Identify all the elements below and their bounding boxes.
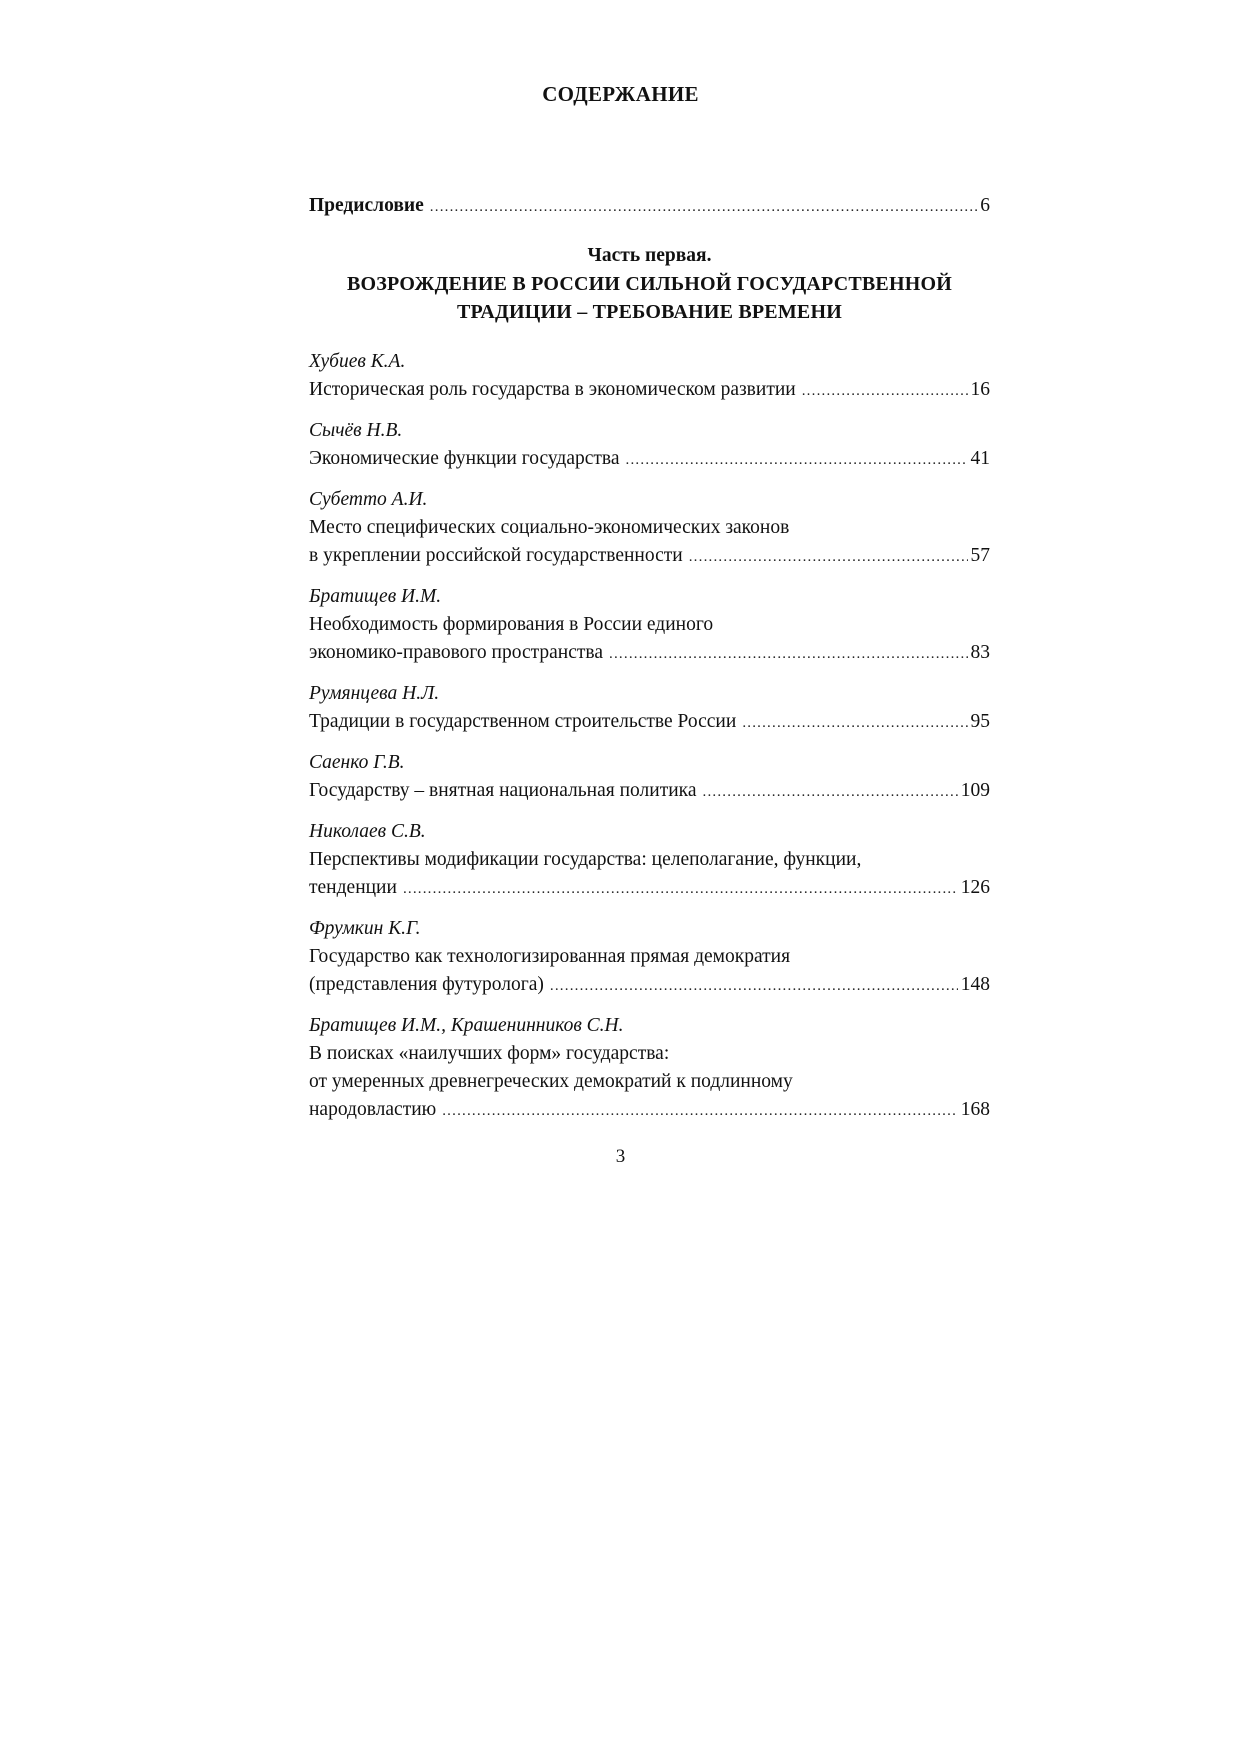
dot-leader bbox=[689, 543, 968, 571]
dot-leader bbox=[609, 640, 967, 668]
toc-entry[interactable] bbox=[309, 639, 990, 667]
entry-title[interactable]: Государство как технологизированная прямая демократия bbox=[309, 946, 791, 967]
entry-author: Саенко Г.В. bbox=[309, 752, 405, 773]
entry-author: Хубиев К.А. bbox=[309, 351, 406, 372]
dot-leader bbox=[742, 709, 967, 737]
toc-entry[interactable] bbox=[309, 708, 990, 736]
page-ref: 126 bbox=[960, 877, 990, 898]
page-title: СОДЕРЖАНИЕ bbox=[542, 82, 699, 106]
page-ref: 57 bbox=[970, 545, 990, 566]
dot-leader bbox=[626, 446, 968, 474]
dot-leader bbox=[703, 778, 958, 806]
dot-leader bbox=[403, 875, 958, 903]
dot-leader bbox=[550, 972, 958, 1000]
entry-title[interactable]: В поисках «наилучших форм» государства: bbox=[309, 1043, 670, 1064]
toc-entry[interactable] bbox=[309, 874, 990, 902]
entry-title[interactable]: от умеренных древнегреческих демократий к подлинному bbox=[309, 1071, 793, 1092]
dot-leader bbox=[442, 1097, 958, 1125]
entry-author: Братищев И.М., Крашенинников С.Н. bbox=[309, 1015, 624, 1036]
page-ref: 95 bbox=[970, 711, 990, 732]
dot-leader bbox=[430, 193, 977, 221]
entry-title[interactable]: Необходимость формирования в России единого bbox=[309, 614, 714, 635]
toc-entry[interactable] bbox=[309, 971, 990, 999]
page-ref: 16 bbox=[970, 379, 990, 400]
entry-title[interactable]: Перспективы модификации государства: целеполагание, функции, bbox=[309, 849, 862, 870]
part-label: Часть первая. bbox=[587, 245, 712, 266]
part-title-line-1: ВОЗРОЖДЕНИЕ В РОССИИ СИЛЬНОЙ ГОСУДАРСТВЕННОЙ bbox=[347, 273, 952, 295]
page-number: 3 bbox=[615, 1146, 626, 1167]
entry-title: Традиции в государственном строительстве России bbox=[309, 711, 737, 732]
entry-author: Фрумкин К.Г. bbox=[309, 918, 421, 939]
entry-title: Историческая роль государства в экономическом развитии bbox=[309, 379, 796, 400]
page-ref: 41 bbox=[970, 448, 990, 469]
toc-entry[interactable] bbox=[309, 1096, 990, 1124]
preface-label: Предисловие bbox=[309, 195, 424, 216]
entry-author: Субетто А.И. bbox=[309, 489, 428, 510]
page-ref: 83 bbox=[970, 642, 990, 663]
toc-entry[interactable] bbox=[309, 445, 990, 473]
entry-title: тенденции bbox=[309, 877, 397, 898]
page-ref: 168 bbox=[960, 1099, 990, 1120]
entry-title[interactable]: Место специфических социально-экономических законов bbox=[309, 517, 790, 538]
entry-author: Румянцева Н.Л. bbox=[309, 683, 440, 704]
entry-author: Сычёв Н.В. bbox=[309, 420, 403, 441]
entry-author: Николаев С.В. bbox=[309, 821, 426, 842]
entry-title: в укреплении российской государственности bbox=[309, 545, 683, 566]
entry-title: народовластию bbox=[309, 1099, 437, 1120]
part-title-line-2: ТРАДИЦИИ – ТРЕБОВАНИЕ ВРЕМЕНИ bbox=[457, 301, 842, 323]
entry-title: экономико-правового пространства bbox=[309, 642, 604, 663]
page-ref: 6 bbox=[980, 195, 990, 216]
toc-entry[interactable] bbox=[309, 542, 990, 570]
entry-title: Государству – внятная национальная политика bbox=[309, 780, 697, 801]
page-ref: 109 bbox=[960, 780, 990, 801]
entry-author: Братищев И.М. bbox=[309, 586, 442, 607]
page-ref: 148 bbox=[960, 974, 990, 995]
entry-title: (представления футуролога) bbox=[309, 974, 544, 995]
toc-entry-preface[interactable] bbox=[309, 192, 990, 220]
toc-entry[interactable] bbox=[309, 376, 990, 404]
entry-title: Экономические функции государства bbox=[309, 448, 620, 469]
toc-entry[interactable] bbox=[309, 777, 990, 805]
dot-leader bbox=[802, 377, 968, 405]
